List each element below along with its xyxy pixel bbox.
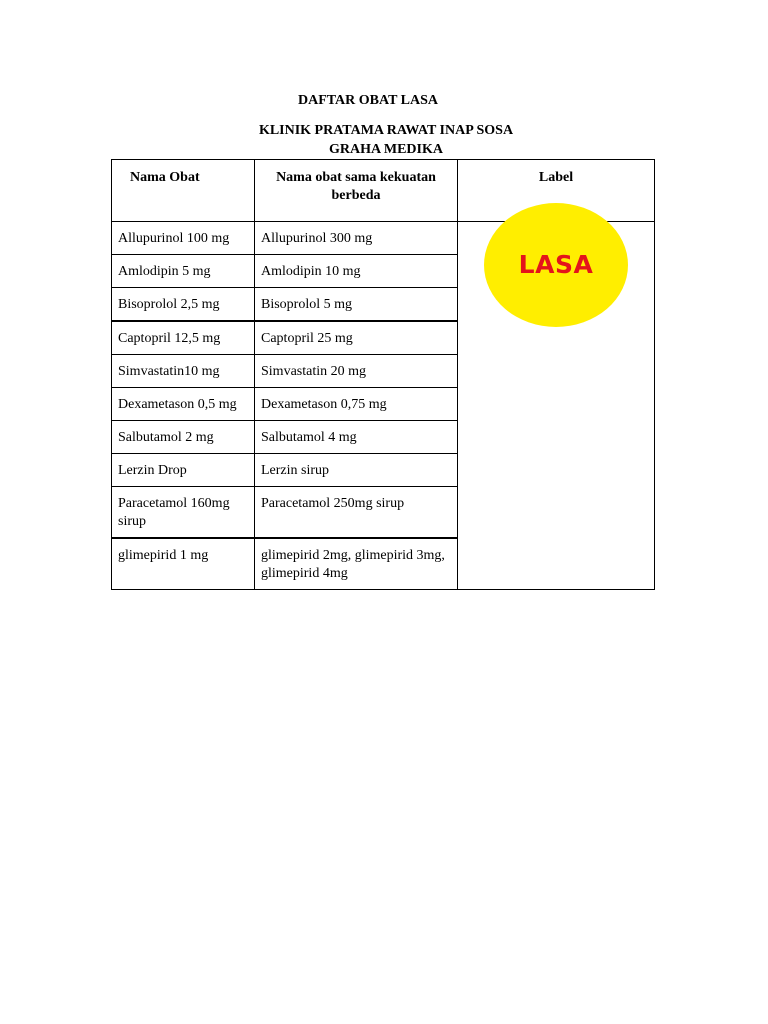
- clinic-name-line2: GRAHA MEDIKA: [329, 142, 443, 157]
- lasa-badge: [484, 203, 628, 327]
- lasa-drug-table: [111, 159, 655, 590]
- similar-drug-cell: Allupurinol 300 mg: [255, 222, 458, 255]
- header-label: Label: [458, 160, 655, 222]
- drug-name-cell: glimepirid 1 mg: [112, 538, 255, 590]
- similar-drug-cell: Captopril 25 mg: [255, 321, 458, 355]
- drug-name-cell: Bisoprolol 2,5 mg: [112, 288, 255, 322]
- drug-name-cell: Simvastatin10 mg: [112, 355, 255, 388]
- clinic-name: KLINIK PRATAMA RAWAT INAP SOSA: [258, 123, 514, 138]
- similar-drug-cell: Amlodipin 10 mg: [255, 255, 458, 288]
- drug-name-cell: Lerzin Drop: [112, 454, 255, 487]
- label-cell: [458, 222, 655, 590]
- lasa-badge-text: LASA: [518, 250, 594, 279]
- drug-name-cell: Paracetamol 160mg sirup: [112, 487, 255, 539]
- similar-drug-cell: Dexametason 0,75 mg: [255, 388, 458, 421]
- similar-drug-cell: Lerzin sirup: [255, 454, 458, 487]
- similar-drug-cell: Salbutamol 4 mg: [255, 421, 458, 454]
- drug-name-cell: Amlodipin 5 mg: [112, 255, 255, 288]
- similar-drug-cell: Paracetamol 250mg sirup: [255, 487, 458, 539]
- drug-name-cell: Captopril 12,5 mg: [112, 321, 255, 355]
- header-drug-name: Nama Obat: [112, 160, 255, 222]
- header-same-drug-different-strength: Nama obat sama kekuatan berbeda: [255, 160, 458, 222]
- drug-name-cell: Salbutamol 2 mg: [112, 421, 255, 454]
- drug-name-cell: Allupurinol 100 mg: [112, 222, 255, 255]
- similar-drug-cell: Bisoprolol 5 mg: [255, 288, 458, 322]
- drug-name-cell: Dexametason 0,5 mg: [112, 388, 255, 421]
- table-row: [112, 222, 655, 255]
- similar-drug-cell: Simvastatin 20 mg: [255, 355, 458, 388]
- similar-drug-cell: glimepirid 2mg, glimepirid 3mg, glimepirid 4mg: [255, 538, 458, 590]
- document-title: DAFTAR OBAT LASA: [297, 93, 439, 108]
